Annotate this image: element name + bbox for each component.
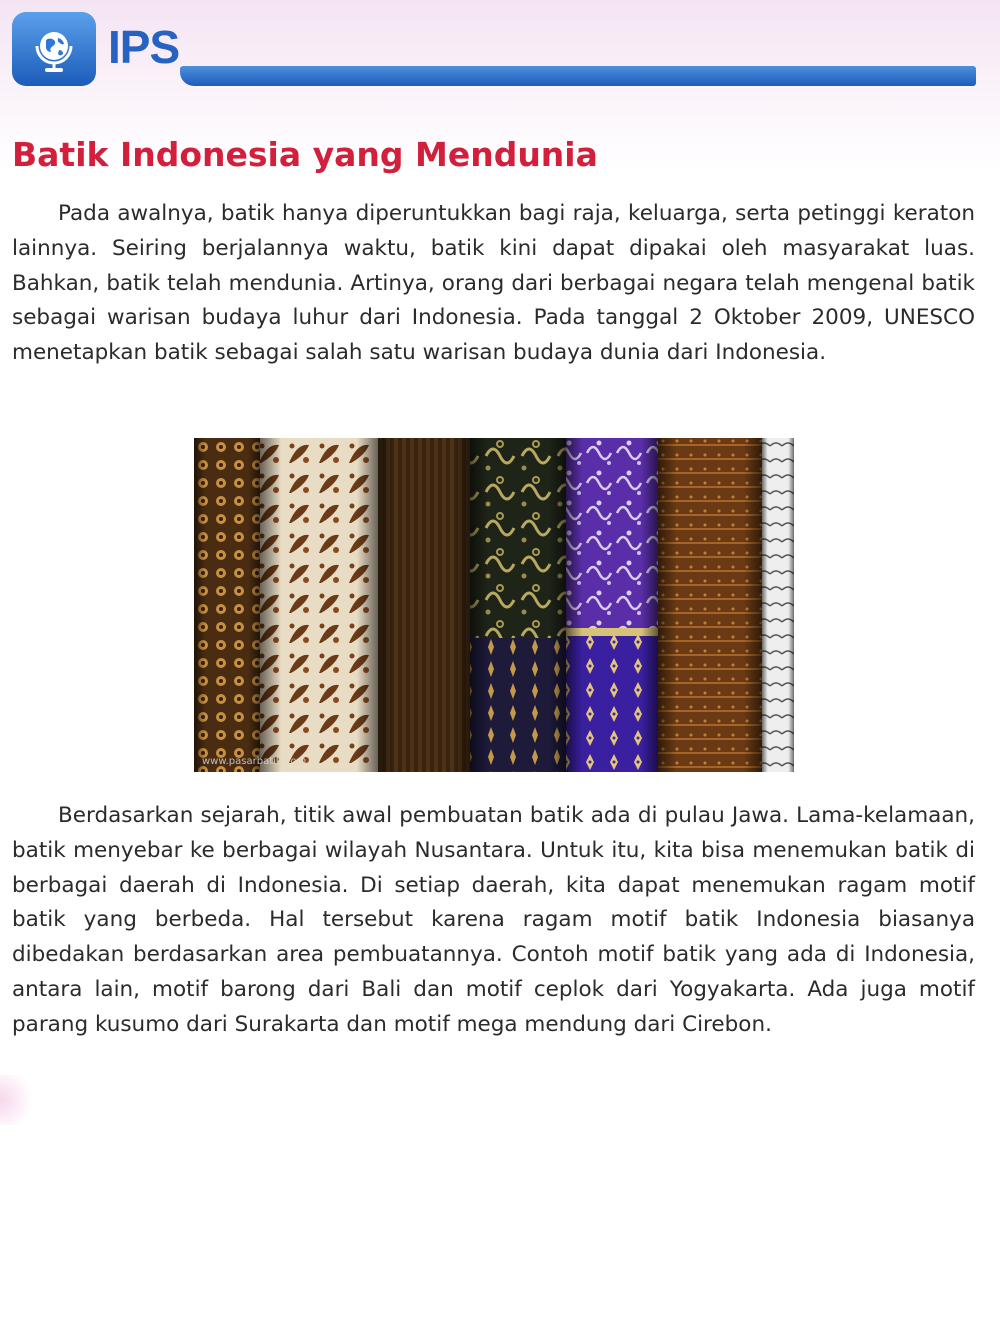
page-title: Batik Indonesia yang Mendunia <box>12 135 598 174</box>
subject-label: IPS <box>108 21 180 73</box>
subject-badge <box>12 12 96 86</box>
photo-credit: www.pasarbatik.com <box>202 756 307 767</box>
history-paragraph: Berdasarkan sejarah, titik awal pembuatan batik ada di pulau Jawa. Lama-kelamaan, batik menyebar ke berbagai wilayah Nusantara. Untuk itu, kita bisa menemukan batik di berbagai daerah di Indonesia. Di setiap daerah, kita dapat menemukan ragam motif batik yang berbeda. Hal tersebut karena ragam motif batik Indonesia biasanya dibedakan berdasarkan area pembuatannya. Contoh motif batik yang ada di Indonesia, antara lain, motif barong dari Bali dan motif ceplok dari Yogyakarta. Ada juga motif parang kusumo dari Surakarta dan motif mega mendung dari Cirebon. <box>12 803 975 1037</box>
globe-icon <box>32 26 76 76</box>
page-header <box>0 0 1000 100</box>
batik-photo <box>194 438 794 772</box>
intro-paragraph: Pada awalnya, batik hanya diperuntukkan bagi raja, keluarga, serta petinggi keraton lainnya. Seiring berjalannya waktu, batik kini dapat dipakai oleh masyarakat luas. Bahkan, batik telah mendunia. Artinya, orang dari berbagai negara telah mengenal batik sebagai warisan budaya luhur dari Indonesia. Pada tanggal 2 Oktober 2009, UNESCO menetapkan batik sebagai salah satu warisan budaya dunia dari Indonesia. <box>12 201 975 366</box>
batik-fabrics-illustration <box>194 438 794 772</box>
header-bar <box>180 66 976 86</box>
decorative-corner <box>0 1075 40 1125</box>
